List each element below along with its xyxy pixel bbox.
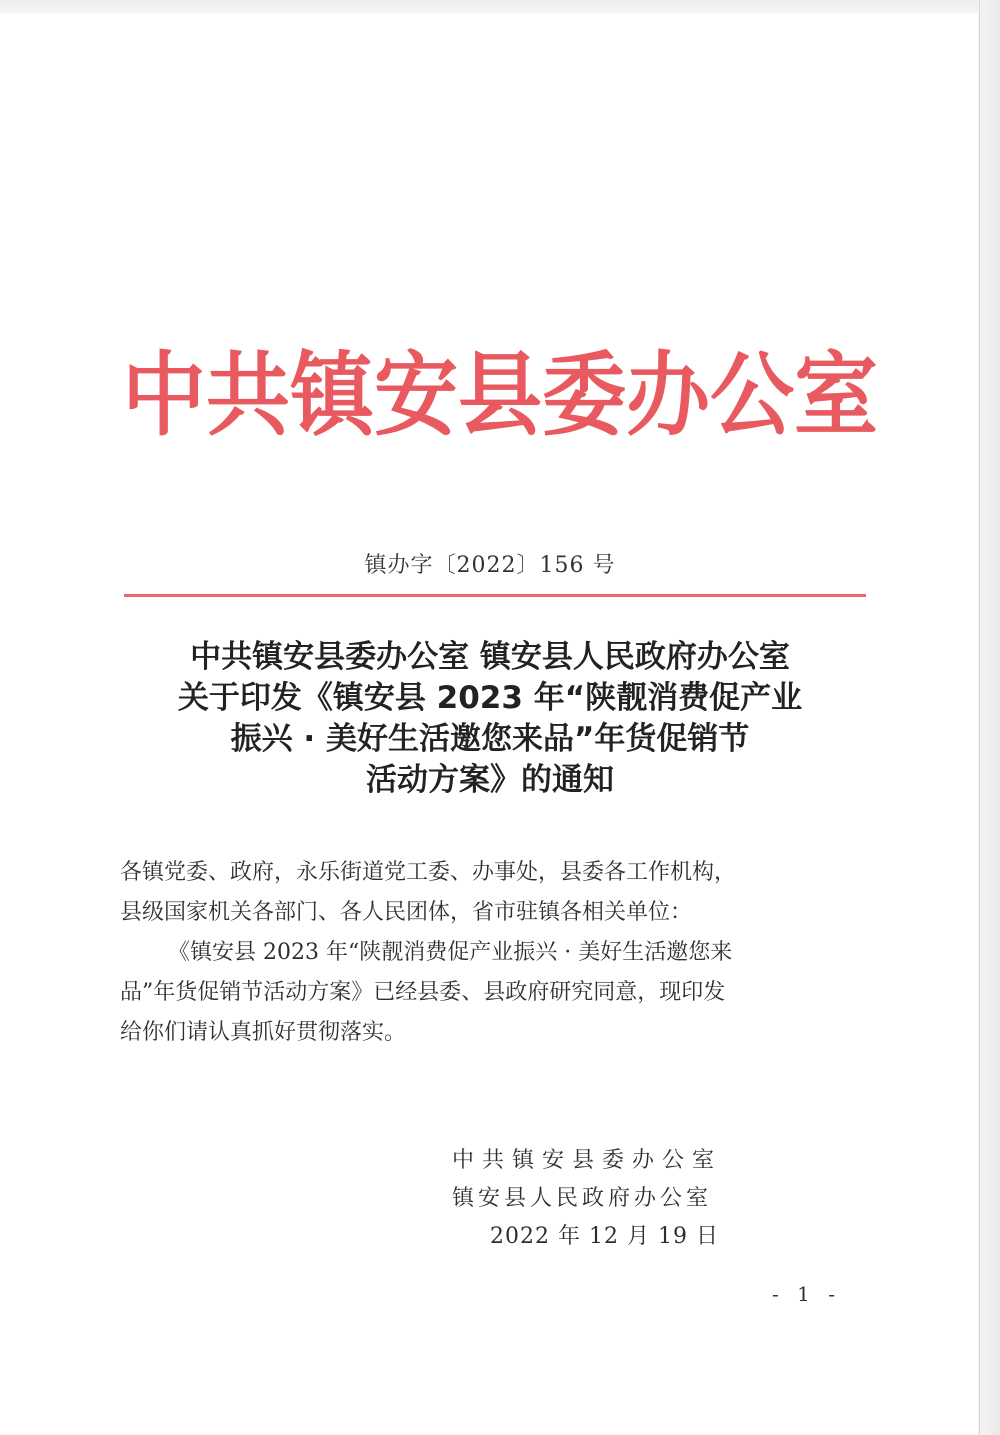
body-paragraph-line: 《镇安县 2023 年“陕靓消费促产业振兴 · 美好生活邀您来 xyxy=(168,940,733,965)
red-divider-rule xyxy=(124,594,866,597)
title-line: 活动方案》的通知 xyxy=(366,762,614,798)
document-title xyxy=(110,637,870,801)
signature-date: 2022 年 12 月 19 日 xyxy=(490,1224,719,1249)
document-body xyxy=(120,853,860,1053)
body-paragraph-line: 给你们请认真抓好贯彻落实。 xyxy=(120,1020,407,1045)
signature-block xyxy=(440,1142,760,1256)
body-paragraph-line: 品”年货促销节活动方案》已经县委、县政府研究同意，现印发 xyxy=(120,980,726,1005)
title-line: 振兴 · 美好生活邀您来品”年货促销节 xyxy=(230,721,750,757)
signature-issuer-2: 镇安县人民政府办公室 xyxy=(452,1186,713,1211)
addressee-line: 各镇党委、政府，永乐街道党工委、办事处，县委各工作机构， xyxy=(120,860,737,885)
page-number: - 1 - xyxy=(772,1282,841,1306)
title-line: 关于印发《镇安县 2023 年“陕靓消费促产业 xyxy=(177,680,803,716)
addressee-line: 县级国家机关各部门、各人民团体，省市驻镇各相关单位： xyxy=(120,900,693,925)
signature-issuer-1: 中共镇安县委办公室 xyxy=(452,1148,723,1173)
document-number: 镇办字〔2022〕156 号 xyxy=(364,553,616,578)
title-line: 中共镇安县委办公室 镇安县人民政府办公室 xyxy=(190,639,790,675)
issuer-masthead: 中共镇安县委办公室 xyxy=(121,342,878,448)
